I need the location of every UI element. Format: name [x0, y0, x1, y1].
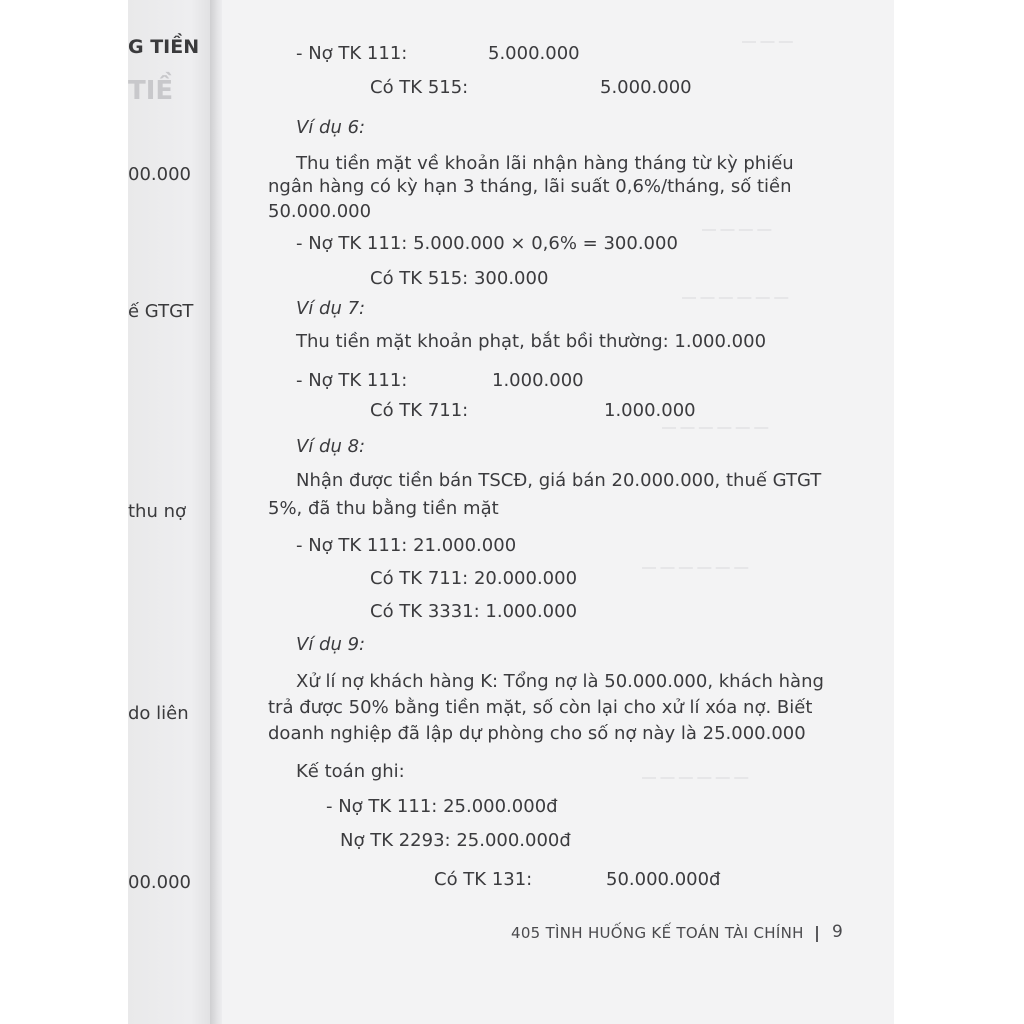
ex6-heading: Ví dụ 6:	[296, 117, 366, 138]
ex8-text-line: 5%, đã thu bằng tiền mặt	[268, 498, 499, 519]
left-text-fragment: thu nợ	[128, 501, 187, 522]
ex9-lead-text: Kế toán ghi:	[296, 761, 405, 782]
left-text-fragment: 00.000	[128, 872, 191, 893]
ex8-credit-line: Có TK 3331: 1.000.000	[370, 601, 578, 622]
footer-divider	[816, 926, 818, 942]
left-text-fragment: do liên	[128, 703, 189, 724]
left-text-fragment: ế GTGT	[128, 301, 194, 322]
ex9-text-line: doanh nghiệp đã lập dự phòng cho số nợ này là 25.000.000	[268, 723, 806, 744]
left-text-fragment: 00.000	[128, 164, 191, 185]
ex6-text-line: ngân hàng có kỳ hạn 3 tháng, lãi suất 0,6%/tháng, số tiền	[268, 176, 792, 197]
left-page-edge	[128, 0, 218, 1024]
ex6-debit-line: - Nợ TK 111: 5.000.000 × 0,6% = 300.000	[296, 233, 678, 254]
ex9-credit-line: Có TK 131:	[434, 869, 533, 890]
left-ghost-fragment: TIỀ	[128, 76, 174, 106]
book-page: ― ― ― ― ― ― ― ― ― ― ― ― ― ― ― ― ― ― ― ― ― ― ― ― ― ― ― ― ― ― ― - Nợ TK 111: 5.000.000 Có TK 515: 5.000.000 Ví dụ 6: Thu tiền mặt về khoản lãi nhận hàng tháng từ kỳ phiếu ngân hàng có kỳ hạn 3 tháng, lãi suất 0,6%/tháng, số tiền 50.000.000 - Nợ TK 111: 5.000.000 × 0,6% = 300.000 Có TK 515: 300.000 Ví dụ 7: Thu tiền mặt khoản phạt, bắt bồi thường: 1.000.000 - Nợ TK 111: 1.000.000 Có TK 711: 1.000.000 Ví dụ 8: Nhận được tiền bán TSCĐ, giá bán 20.000.000, thuế GTGT 5%, đã thu bằng tiền mặt - Nợ TK 111: 21.000.000 Có TK 711: 20.000.000 Có TK 3331: 1.000.000 Ví dụ 9: Xử lí nợ khách hàng K: Tổng nợ là 50.000.000, khách hàng trả được 50% bằng tiền mặt, số còn lại cho xử lí xóa nợ. Biết doanh nghiệp đã lập dự phòng cho số nợ này là 25.000.000 Kế toán ghi: - Nợ TK 111: 25.000.000đ Nợ TK 2293: 25.000.000đ Có TK 131: 50.000.000đ	[222, 0, 894, 1024]
ex9-text-line: Xử lí nợ khách hàng K: Tổng nợ là 50.000.000, khách hàng	[296, 671, 824, 692]
left-header-fragment: G TIỀN	[128, 36, 200, 58]
ex7-heading: Ví dụ 7:	[296, 298, 366, 319]
ex8-credit-line: Có TK 711: 20.000.000	[370, 568, 578, 589]
ex9-debit-line: Nợ TK 2293: 25.000.000đ	[340, 830, 571, 851]
page-number: 9	[832, 922, 843, 942]
ex5-credit-line: Có TK 515:	[370, 77, 469, 98]
ex6-text-line: Thu tiền mặt về khoản lãi nhận hàng tháng từ kỳ phiếu	[296, 153, 794, 174]
ex7-debit-line: - Nợ TK 111:	[296, 370, 408, 391]
ex7-debit-amount: 1.000.000	[492, 370, 584, 391]
ex5-credit-amount: 5.000.000	[600, 77, 692, 98]
running-footer-title: 405 TÌNH HUỐNG KẾ TOÁN TÀI CHÍNH	[511, 924, 804, 942]
ex7-credit-line: Có TK 711:	[370, 400, 469, 421]
ex5-debit-line: - Nợ TK 111:	[296, 43, 408, 64]
ex9-heading: Ví dụ 9:	[296, 634, 366, 655]
ex8-heading: Ví dụ 8:	[296, 436, 366, 457]
ex6-credit-line: Có TK 515: 300.000	[370, 268, 549, 289]
ex8-debit-line: - Nợ TK 111: 21.000.000	[296, 535, 517, 556]
ex6-text-line: 50.000.000	[268, 201, 372, 222]
ex8-text-line: Nhận được tiền bán TSCĐ, giá bán 20.000.000, thuế GTGT	[296, 470, 822, 491]
ex9-debit-line: - Nợ TK 111: 25.000.000đ	[326, 796, 558, 817]
ex7-text-line: Thu tiền mặt khoản phạt, bắt bồi thường: 1.000.000	[296, 331, 767, 352]
ex9-text-line: trả được 50% bằng tiền mặt, số còn lại cho xử lí xóa nợ. Biết	[268, 697, 813, 718]
ex5-debit-amount: 5.000.000	[488, 43, 580, 64]
ex7-credit-amount: 1.000.000	[604, 400, 696, 421]
background-margin	[894, 0, 1024, 1024]
ex9-credit-amount: 50.000.000đ	[606, 869, 721, 890]
